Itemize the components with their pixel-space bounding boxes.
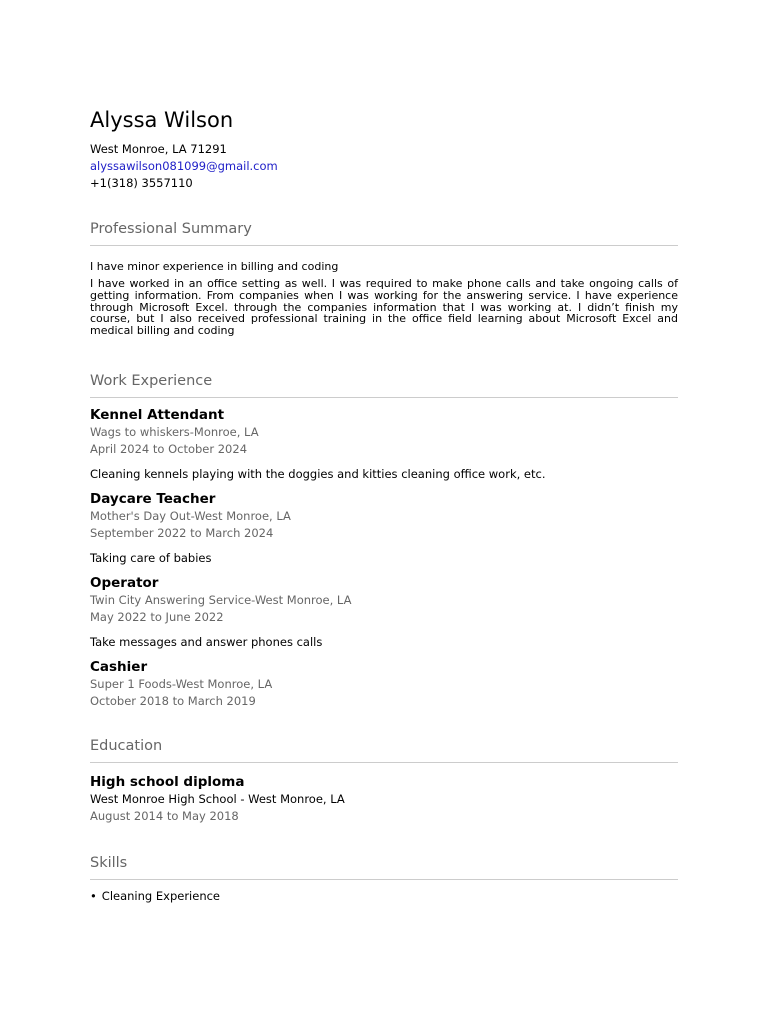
skill-label: Cleaning Experience bbox=[101, 888, 221, 903]
candidate-name: Alyssa Wilson bbox=[90, 108, 234, 132]
bullet-icon: • bbox=[90, 888, 97, 903]
resume-header bbox=[90, 106, 678, 192]
summary-section bbox=[90, 219, 678, 337]
job-dates: October 2018 to March 2019 bbox=[90, 693, 256, 708]
job-company: Twin City Answering Service-West Monroe, LA bbox=[90, 592, 352, 607]
job-title: Daycare Teacher bbox=[90, 490, 216, 507]
school-name: West Monroe High School - West Monroe, LA bbox=[90, 791, 345, 806]
job-entry bbox=[90, 575, 678, 651]
skills-section bbox=[90, 853, 678, 905]
education-dates: August 2014 to May 2018 bbox=[90, 808, 239, 823]
resume-page bbox=[90, 106, 678, 905]
summary-heading: Professional Summary bbox=[90, 219, 678, 246]
job-title: Kennel Attendant bbox=[90, 406, 225, 423]
job-title: Cashier bbox=[90, 658, 148, 675]
location-text: West Monroe, LA 71291 bbox=[90, 142, 227, 156]
job-title: Operator bbox=[90, 574, 159, 591]
job-company: Wags to whiskers-Monroe, LA bbox=[90, 424, 259, 439]
job-dates: April 2024 to October 2024 bbox=[90, 441, 248, 456]
education-section bbox=[90, 736, 678, 825]
job-entry bbox=[90, 407, 678, 483]
phone-text: +1(318) 3557110 bbox=[90, 176, 193, 190]
job-dates: May 2022 to June 2022 bbox=[90, 609, 224, 624]
job-dates: September 2022 to March 2024 bbox=[90, 525, 274, 540]
education-heading: Education bbox=[90, 736, 678, 763]
skill-item bbox=[90, 888, 678, 905]
job-company: Super 1 Foods-West Monroe, LA bbox=[90, 676, 273, 691]
job-description: Take messages and answer phones calls bbox=[90, 634, 323, 649]
job-company: Mother's Day Out-West Monroe, LA bbox=[90, 508, 291, 523]
email-link[interactable]: alyssawilson081099@gmail.com bbox=[90, 159, 278, 173]
experience-heading: Work Experience bbox=[90, 371, 678, 398]
degree-title: High school diploma bbox=[90, 773, 245, 790]
job-entry bbox=[90, 491, 678, 567]
summary-short-text: I have minor experience in billing and coding bbox=[90, 260, 339, 273]
experience-section bbox=[90, 371, 678, 710]
skills-heading: Skills bbox=[90, 853, 678, 880]
job-description: Cleaning kennels playing with the doggies and kitties cleaning office work, etc. bbox=[90, 466, 546, 481]
job-description: Taking care of babies bbox=[90, 550, 212, 565]
job-entry bbox=[90, 659, 678, 710]
summary-long-text: I have worked in an office setting as well. I was required to make phone calls and take ongoing calls of getting information. From companies when I was working for the answering service. I have experience through Microsoft Excel. through the companies information that I was working at. I didn’t finish my course, but I also received professional training in the office field learning about Microsoft Excel and medical billing and coding bbox=[90, 277, 678, 338]
